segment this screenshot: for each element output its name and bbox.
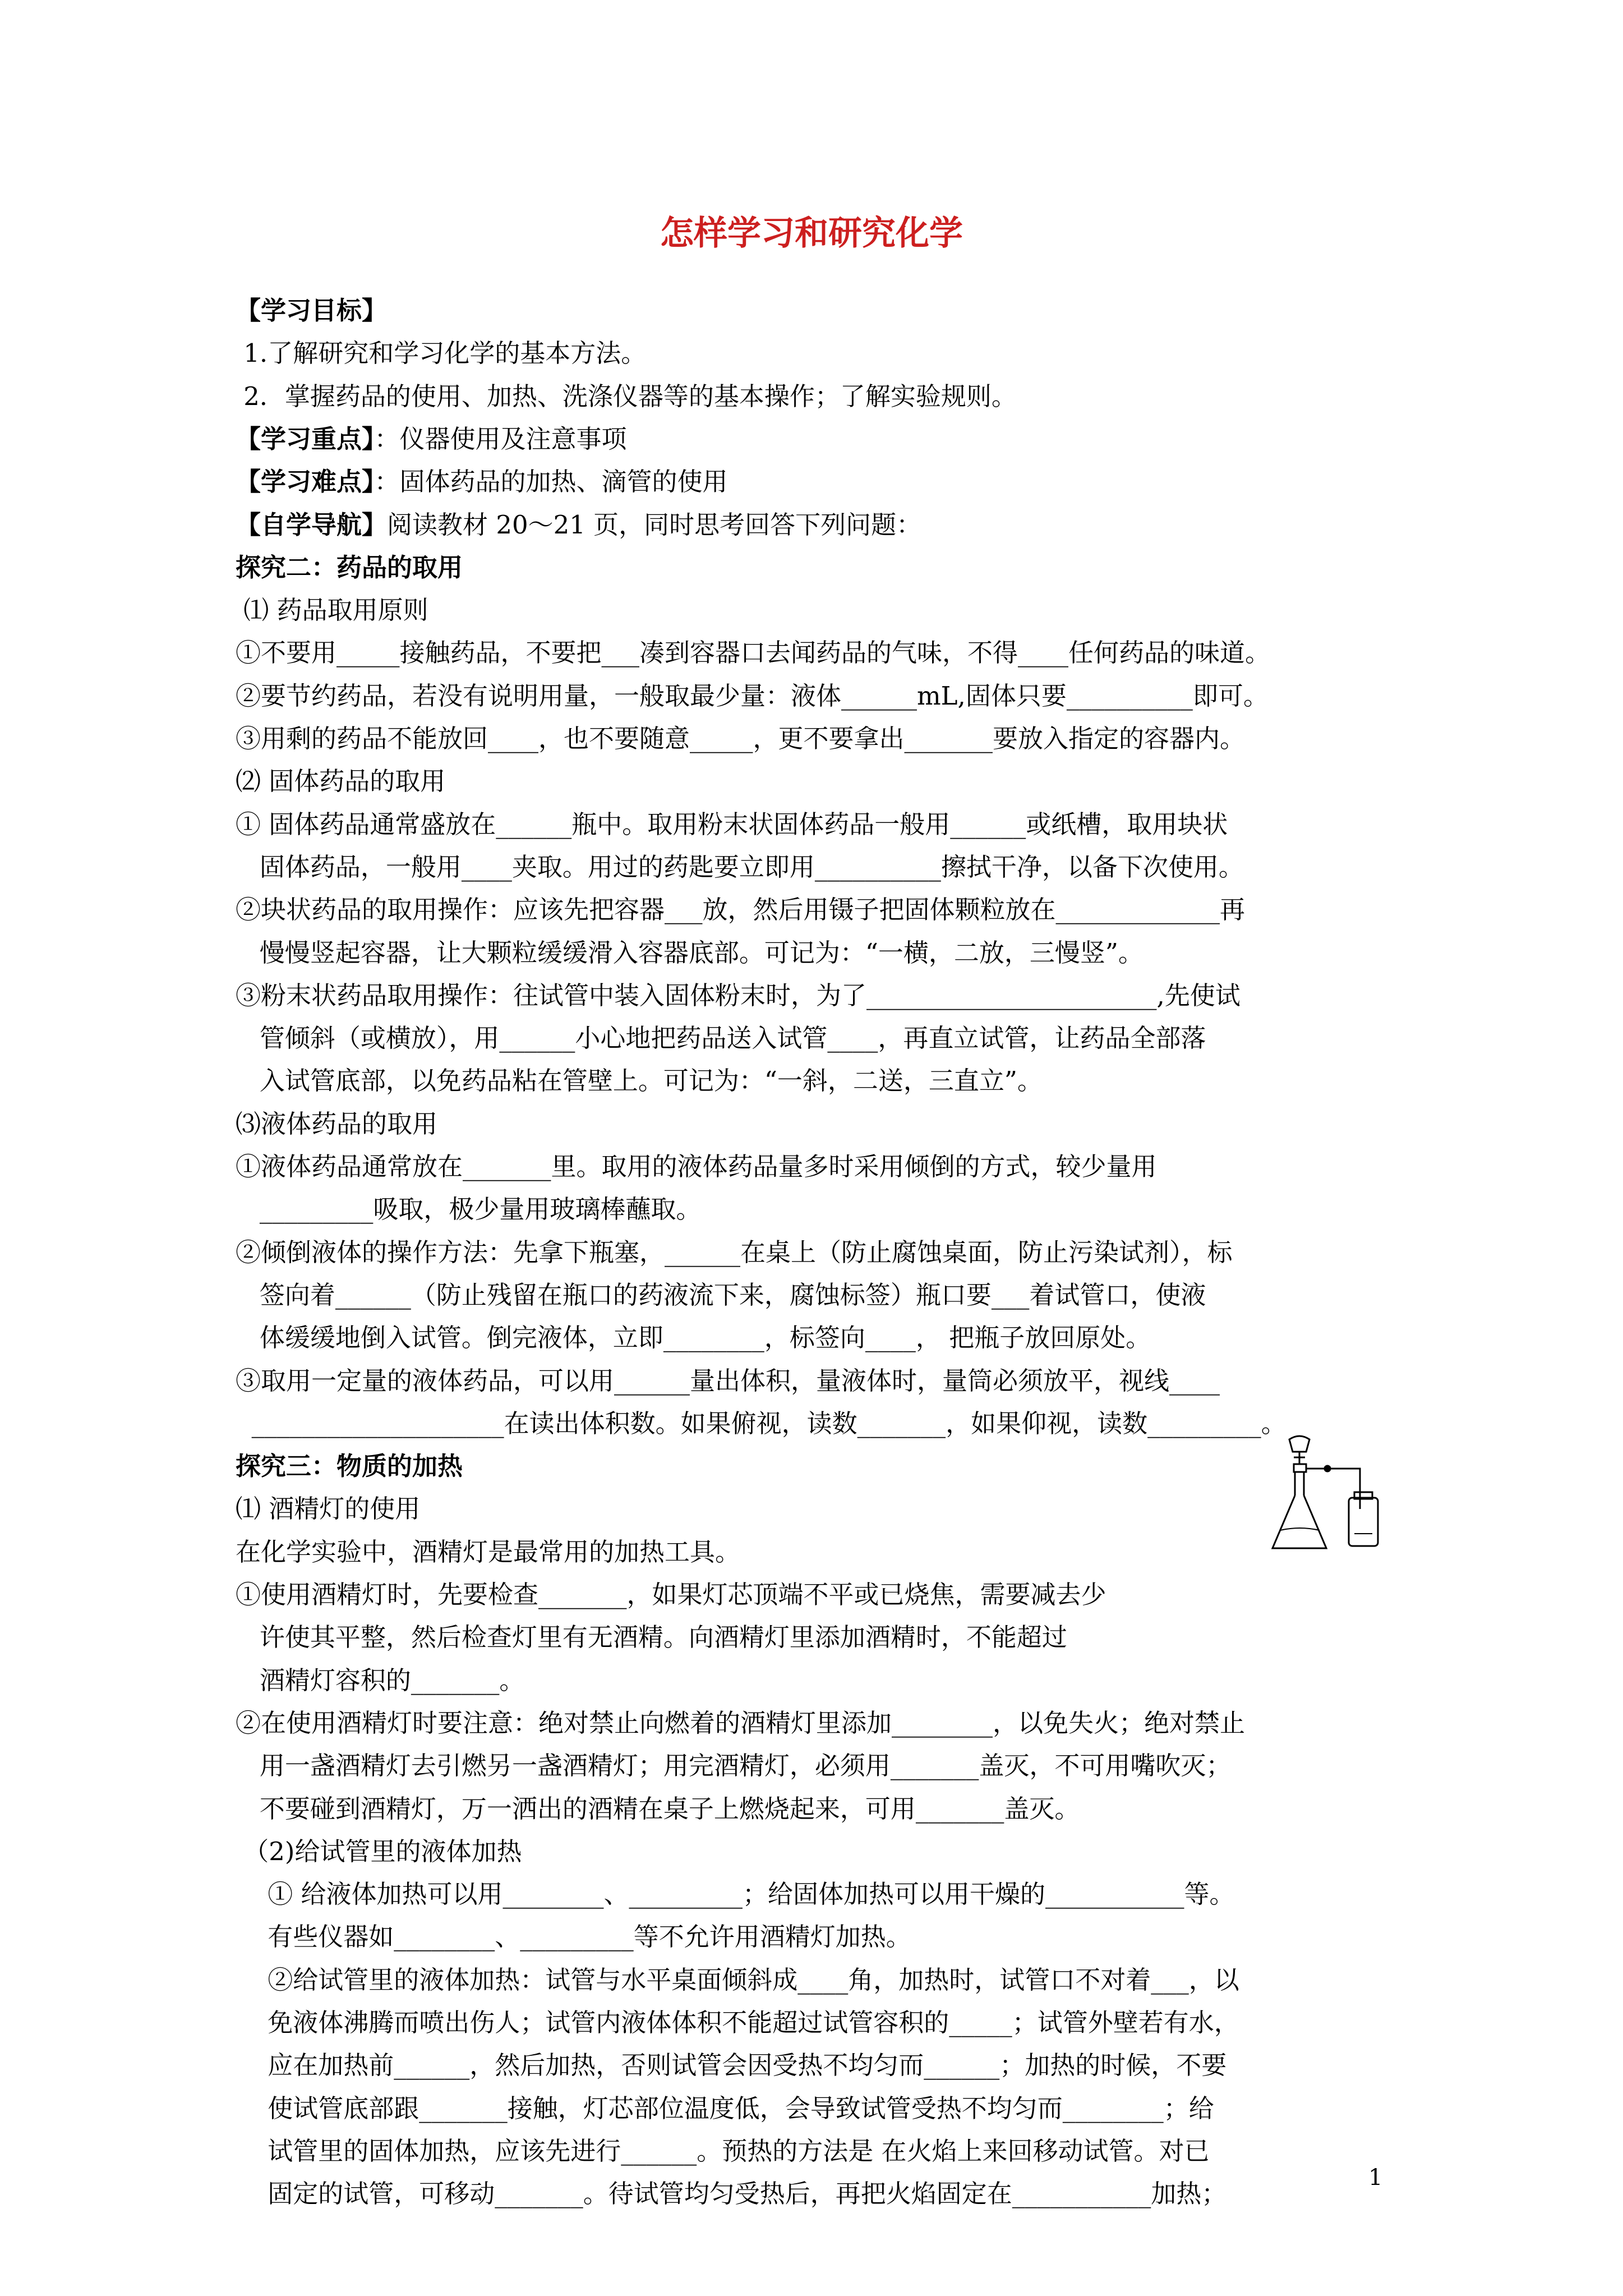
- text-line: [236, 1451, 463, 1482]
- text-run: ②块状药品的取用操作：应该先把容器___放，然后用镊子把固体颗粒放在_____________再: [236, 895, 1246, 924]
- text-line: [236, 295, 387, 326]
- text-line: [236, 1237, 1233, 1268]
- text-run: ②给试管里的液体加热：试管与水平桌面倾斜成____角，加热时，试管口不对着___，以: [236, 1965, 1239, 1995]
- text-line: [236, 1365, 1220, 1397]
- text-line: [236, 852, 1244, 883]
- text-line: [236, 680, 1269, 712]
- text-run: （2)给试管里的液体加热: [236, 1837, 522, 1866]
- text-run: ① 固体药品通常盛放在______瓶中。取用粉末状固体药品一般用______或纸槽，取用块状: [236, 809, 1228, 839]
- text-run: ⑴ 药品取用原则: [236, 595, 428, 625]
- text-run: 有些仪器如________、_________等不允许用酒精灯加热。: [236, 1922, 911, 1952]
- text-line: [236, 937, 1144, 969]
- text-run: ②在使用酒精灯时要注意：绝对禁止向燃着的酒精灯里添加________，以免失火；绝对禁止: [236, 1708, 1246, 1738]
- text-line: [236, 2136, 1210, 2167]
- text-line: [236, 1493, 420, 1525]
- text-run: ①不要用_____接触药品，不要把___凑到容器口去闻药品的气味，不得____任何药品的味道。: [236, 638, 1271, 668]
- text-line: [236, 595, 428, 626]
- bold-heading-run: 【学习难点】: [236, 467, 375, 496]
- text-line: [236, 1921, 911, 1953]
- text-line: [236, 2050, 1227, 2081]
- text-run: 阅读教材 20～21 页，同时思考回答下列问题：: [387, 510, 922, 540]
- bold-heading-run: 探究三：物质的加热: [236, 1451, 463, 1481]
- text-run: ③取用一定量的液体药品，可以用______量出体积，量液体时，量筒必须放平，视线____: [236, 1366, 1220, 1396]
- text-line: [236, 1065, 1043, 1097]
- text-run: ____________________在读出体积数。如果俯视，读数_______，如果仰视，读数_________。: [236, 1409, 1287, 1438]
- text-run: ⑵ 固体药品的取用: [236, 766, 446, 796]
- text-run: 不要碰到酒精灯，万一洒出的酒精在桌子上燃烧起来，可用_______盖灭。: [236, 1794, 1080, 1824]
- text-line: [236, 1879, 1235, 1910]
- text-line: [236, 1793, 1080, 1825]
- text-run: 许使其平整，然后检查灯里有无酒精。向酒精灯里添加酒精时，不能超过: [236, 1622, 1067, 1652]
- text-run: 管倾斜（或横放），用______小心地把药品送入试管____，再直立试管，让药品全部落: [236, 1023, 1206, 1053]
- text-run: 体缓缓地倒入试管。倒完液体，立即________，标签向____， 把瓶子放回原处。: [236, 1323, 1151, 1352]
- text-run: ②要节约药品，若没有说明用量，一般取最少量：液体______mL,固体只要__________即可。: [236, 681, 1269, 711]
- text-line: [236, 509, 921, 541]
- text-run: 慢慢竖起容器，让大颗粒缓缓滑入容器底部。可记为：“一横，二放，三慢竖”。: [236, 938, 1144, 968]
- text-line: [236, 894, 1245, 926]
- text-line: [236, 1280, 1206, 1311]
- text-run: ：固体药品的加热、滴管的使用: [374, 467, 728, 496]
- text-line: [236, 2093, 1214, 2124]
- text-line: [236, 466, 728, 498]
- text-line: [236, 381, 1017, 412]
- text-run: ：仪器使用及注意事项: [374, 424, 627, 454]
- text-line: [236, 1665, 524, 1696]
- text-run: 免液体沸腾而喷出伤人；试管内液体体积不能超过试管容积的_____；试管外壁若有水，: [236, 2008, 1239, 2037]
- text-line: [236, 2007, 1239, 2039]
- text-line: [236, 2178, 1227, 2210]
- text-run: ③粉末状药品取用操作：往试管中装入固体粉末时，为了_______________________,先使试: [236, 981, 1241, 1010]
- text-line: [236, 723, 1245, 754]
- text-line: [236, 1194, 701, 1225]
- text-line: [236, 552, 463, 583]
- text-line: [236, 809, 1228, 840]
- text-line: [236, 1108, 437, 1140]
- text-line: [236, 637, 1270, 669]
- text-line: [236, 1536, 740, 1568]
- text-run: 入试管底部，以免药品粘在管壁上。可记为：“一斜，二送，三直立”。: [236, 1066, 1043, 1096]
- text-line: [236, 1151, 1157, 1182]
- text-line: [236, 1622, 1067, 1653]
- text-run: 用一盏酒精灯去引燃另一盏酒精灯；用完酒精灯，必须用_______盖灭，不可用嘴吹灭；: [236, 1751, 1232, 1780]
- bold-heading-run: 探究二：药品的取用: [236, 553, 463, 582]
- text-run: ②倾倒液体的操作方法：先拿下瓶塞，______在桌上（防止腐蚀桌面，防止污染试剂），标: [236, 1237, 1233, 1267]
- text-run: 固体药品，一般用____夹取。用过的药匙要立即用__________擦拭干净，以备下次使用。: [236, 852, 1244, 882]
- text-line: [236, 1964, 1239, 1996]
- page-number: 1: [1368, 2165, 1383, 2191]
- text-line: [236, 1408, 1287, 1439]
- text-line: [236, 338, 646, 369]
- text-run: ① 给液体加热可以用________、_________；给固体加热可以用干燥的___________等。: [236, 1879, 1235, 1909]
- text-run: ①使用酒精灯时，先要检查_______，如果灯芯顶端不平或已烧焦，需要减去少: [236, 1580, 1106, 1609]
- bold-heading-run: 【学习重点】: [236, 424, 375, 454]
- text-run: 1.了解研究和学习化学的基本方法。: [236, 338, 647, 368]
- text-line: [236, 1322, 1151, 1354]
- bold-heading-run: 【自学导航】: [236, 510, 388, 540]
- text-run: 在化学实验中，酒精灯是最常用的加热工具。: [236, 1537, 741, 1567]
- apparatus-figure: [1265, 1429, 1394, 1564]
- text-line: [236, 1023, 1206, 1054]
- text-run: 试管里的固体加热，应该先进行______。预热的方法是 在火焰上来回移动试管。对已: [236, 2136, 1210, 2166]
- text-line: [236, 1750, 1231, 1782]
- text-line: [236, 1579, 1106, 1611]
- text-line: [236, 980, 1241, 1011]
- page-title: 怎样学习和研究化学: [660, 214, 963, 253]
- text-run: ⑶液体药品的取用: [236, 1109, 438, 1139]
- text-run: 2．掌握药品的使用、加热、洗涤仪器等的基本操作；了解实验规则。: [236, 381, 1017, 411]
- bold-heading-run: 【学习目标】: [236, 296, 388, 325]
- text-run: ⑴ 酒精灯的使用: [236, 1494, 421, 1524]
- text-run: 应在加热前______，然后加热，否则试管会因受热不均匀而______；加热的时候，不要: [236, 2050, 1227, 2080]
- text-line: [236, 1708, 1245, 1739]
- text-run: ①液体药品通常放在_______里。取用的液体药品量多时采用倾倒的方式，较少量用: [236, 1152, 1157, 1181]
- text-run: ③用剩的药品不能放回____，也不要随意_____，更不要拿出_______要放入指定的容器内。: [236, 724, 1246, 753]
- text-line: [236, 1836, 522, 1867]
- text-run: _________吸取，极少量用玻璃棒蘸取。: [236, 1194, 702, 1224]
- text-run: 使试管底部跟_______接触，灯芯部位温度低，会导致试管受热不均匀而________；给: [236, 2093, 1214, 2123]
- text-line: [236, 424, 627, 455]
- text-run: 酒精灯容积的_______。: [236, 1665, 525, 1695]
- text-run: 固定的试管，可移动_______。待试管均匀受热后，再把火焰固定在___________加热；: [236, 2179, 1227, 2208]
- text-line: [236, 766, 445, 797]
- text-run: 签向着______（防止残留在瓶口的药液流下来，腐蚀标签）瓶口要___着试管口，使液: [236, 1280, 1206, 1310]
